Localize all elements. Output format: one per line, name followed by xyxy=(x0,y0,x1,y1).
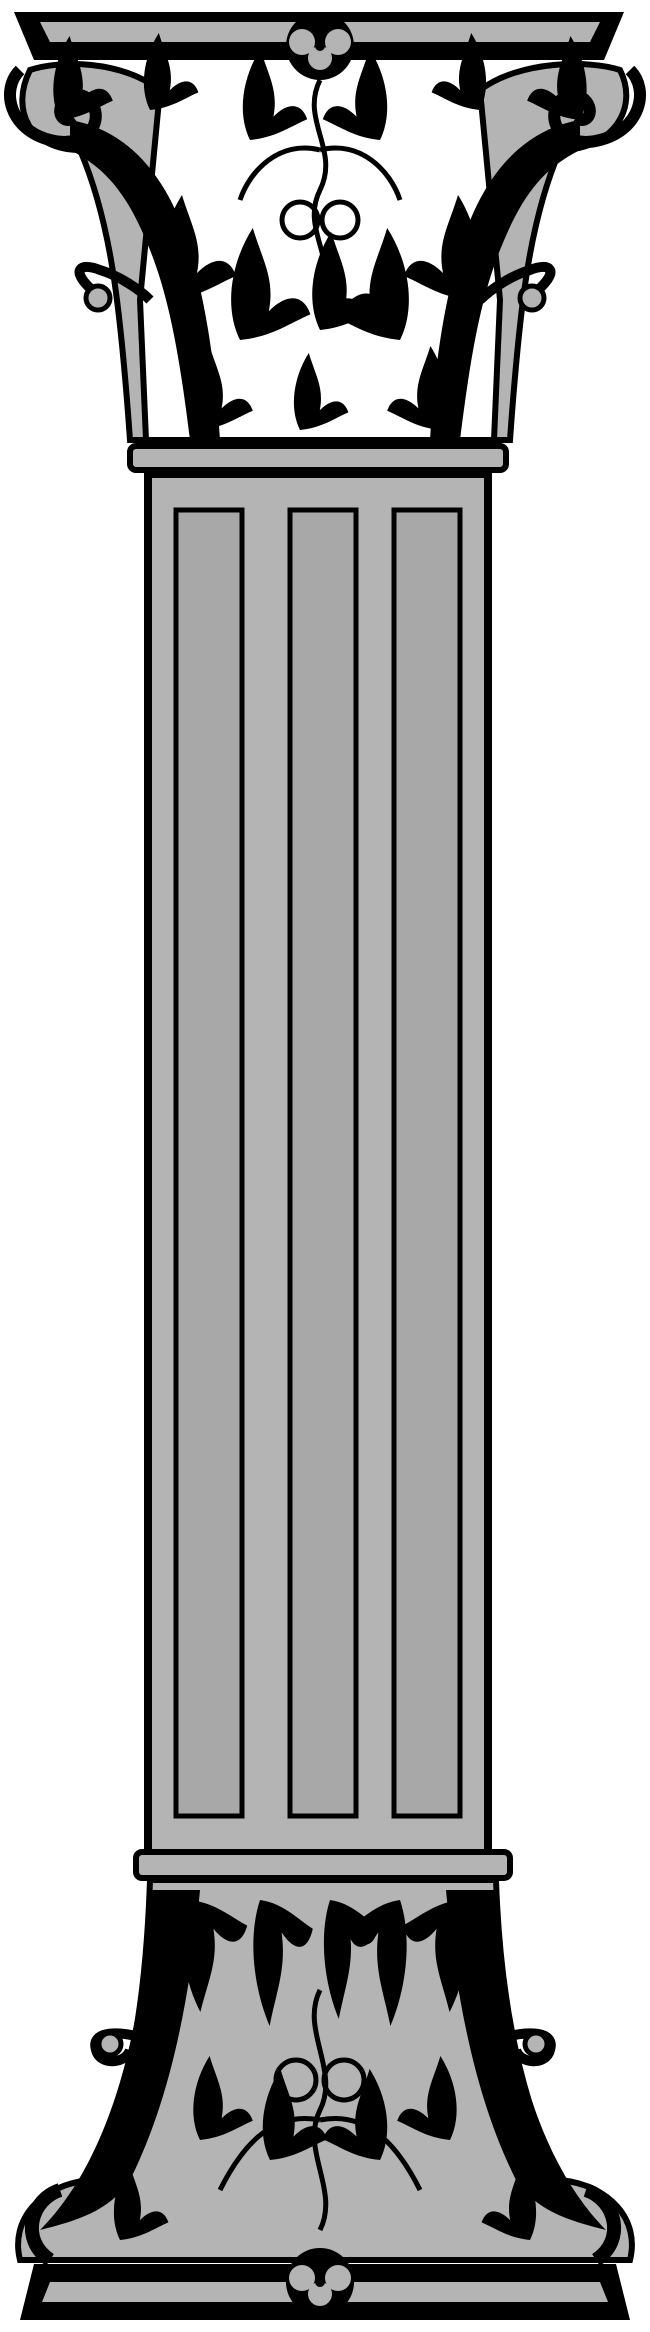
flute-center xyxy=(290,510,356,1816)
shaft xyxy=(148,474,488,1854)
astragal-top xyxy=(130,446,506,470)
capital-bottom xyxy=(18,1852,632,2320)
capital-top xyxy=(10,12,640,470)
flute-left xyxy=(176,510,242,1816)
astragal-bottom xyxy=(136,1852,510,1878)
flute-right xyxy=(394,510,460,1816)
rosette-top xyxy=(286,12,354,80)
rosette-bottom xyxy=(286,2248,354,2316)
